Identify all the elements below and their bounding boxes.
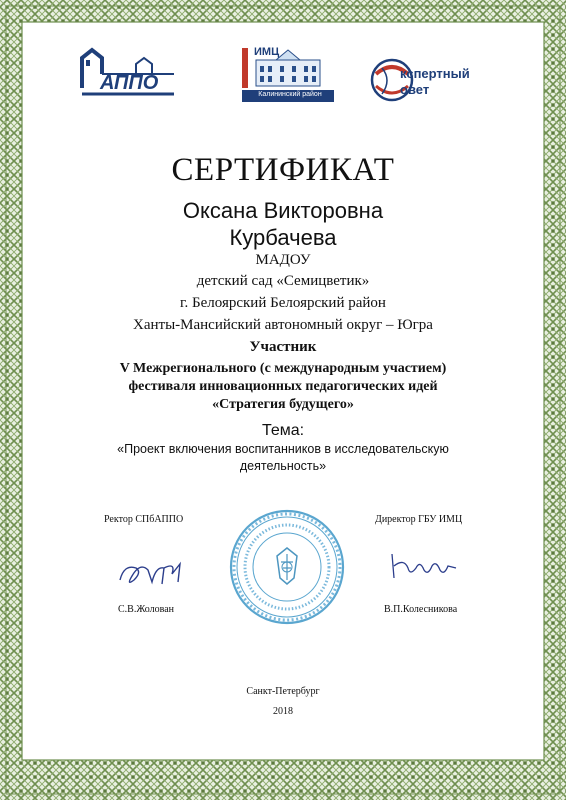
festival-line2: фестиваля инновационных педагогических идей bbox=[128, 379, 438, 394]
appo-logo-text: АППО bbox=[100, 72, 159, 94]
right-signatory-name: В.П.Колесникова bbox=[384, 604, 458, 615]
left-signature bbox=[116, 556, 190, 590]
expert-council-line2: овет bbox=[400, 82, 430, 97]
org-line1: МАДОУ bbox=[255, 252, 311, 268]
theme-line2: деятельность» bbox=[239, 459, 327, 473]
footer-year: 2018 bbox=[273, 706, 293, 717]
imc-logo-text: ИМЦ bbox=[254, 46, 280, 58]
expert-council-logo bbox=[368, 54, 504, 106]
theme-line1: «Проект включения воспитанников в исследовательскую bbox=[117, 442, 449, 456]
left-signatory-title: Ректор СПбАППО bbox=[104, 514, 184, 525]
festival-line3: «Стратегия будущего» bbox=[212, 397, 354, 412]
right-signatory-title: Директор ГБУ ИМЦ bbox=[375, 514, 463, 525]
org-line2: детский сад «Семицветик» bbox=[196, 273, 370, 289]
expert-council-line1: кспертный bbox=[400, 66, 470, 81]
org-line4: Ханты-Мансийский автономный округ – Югра bbox=[133, 317, 433, 333]
org-line3: г. Белоярский Белоярский район bbox=[180, 295, 386, 311]
footer-city: Санкт-Петербург bbox=[246, 686, 320, 697]
festival-line1: V Межрегионального (с международным участием) bbox=[119, 361, 447, 376]
recipient-name-line1: Оксана Викторовна bbox=[182, 198, 384, 223]
imc-logo bbox=[236, 46, 340, 104]
recipient-name-line2: Курбачева bbox=[229, 225, 337, 250]
official-stamp bbox=[228, 508, 346, 626]
right-signature bbox=[386, 548, 460, 582]
imc-logo-subtitle: Калининский район bbox=[258, 91, 322, 98]
left-signatory-name: С.В.Жолован bbox=[118, 604, 175, 615]
theme-label: Тема: bbox=[261, 422, 305, 439]
appo-logo bbox=[78, 44, 178, 102]
participant-status: Участник bbox=[249, 339, 317, 355]
certificate-title: СЕРТИФИКАТ bbox=[171, 152, 395, 188]
